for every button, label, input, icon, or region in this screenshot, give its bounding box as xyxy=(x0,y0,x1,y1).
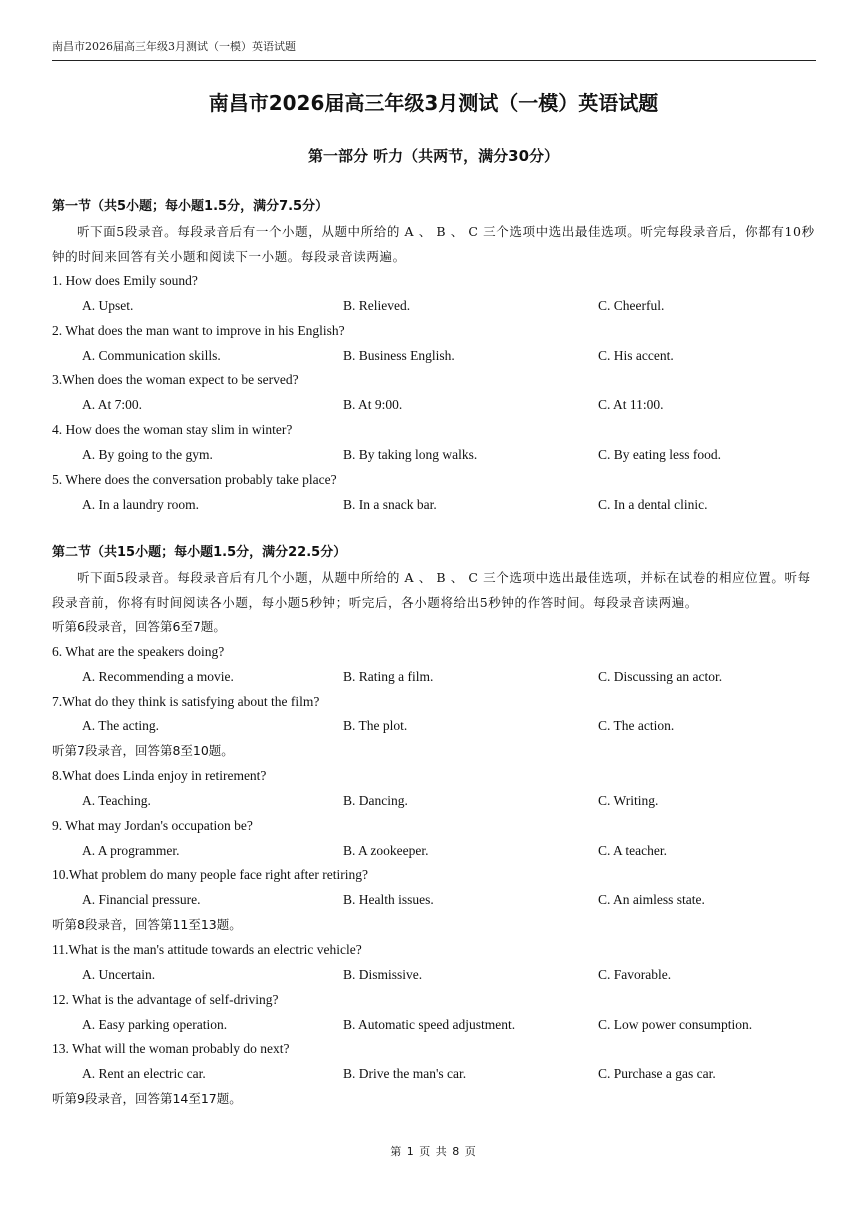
question-text: 10.What problem do many people face right after retiring? xyxy=(52,867,368,883)
question-text: 1. How does Emily sound? xyxy=(52,273,198,288)
option-c: C. In a dental clinic. xyxy=(598,496,708,512)
option-c: C. An aimless state. xyxy=(598,892,705,908)
section-1-instructions: 听下面5段录音。每段录音后有一个小题，从题中所给的 A 、 B 、 C 三个选项中选出最佳选项。听完每段录音后，你都有10秒钟的时间来回答有关小题和阅读下一小题。每段录音读两遍。 xyxy=(52,224,815,264)
option-a: A. A programmer. xyxy=(82,842,180,858)
option-b: B. Health issues. xyxy=(343,892,434,908)
question-text: 9. What may Jordan's occupation be? xyxy=(52,817,253,833)
options-row xyxy=(52,344,818,369)
question-group xyxy=(52,640,818,739)
question-text: 3.When does the woman expect to be served? xyxy=(52,372,299,388)
option-a: A. By going to the gym. xyxy=(82,446,213,462)
option-c: C. Favorable. xyxy=(598,966,672,982)
options-row xyxy=(52,393,818,418)
section-1-questions xyxy=(52,269,818,517)
option-b: B. In a snack bar. xyxy=(343,496,437,512)
section-2-instructions: 听下面5段录音。每段录音后有几个小题，从题中所给的 A 、 B 、 C 三个选项中选出最佳选项，并标在试卷的相应位置。听每段录音前，你将有时间阅读各小题，每小题5秒钟；听完后，各小题将给出5秒钟的作答时间。每段录音读两遍。 xyxy=(52,570,811,610)
question-text: 8.What does Linda enjoy in retirement? xyxy=(52,768,267,784)
option-c: C. The action. xyxy=(598,718,675,734)
option-b: B. Dismissive. xyxy=(343,966,423,982)
option-b: B. Automatic speed adjustment. xyxy=(343,1016,516,1032)
option-a: A. At 7:00. xyxy=(82,397,143,413)
options-row xyxy=(52,1013,818,1038)
option-c: C. At 11:00. xyxy=(598,397,664,413)
part-heading: 第一部分 听力（共两节，满分30分） xyxy=(307,147,560,165)
option-a: A. In a laundry room. xyxy=(82,496,199,512)
options-row xyxy=(52,789,818,814)
option-a: A. Uncertain. xyxy=(82,966,156,982)
option-c: C. Writing. xyxy=(598,792,659,808)
option-b: B. Drive the man's car. xyxy=(343,1066,467,1082)
options-row xyxy=(52,888,818,913)
option-c: C. A teacher. xyxy=(598,842,667,858)
running-header: 南昌市2026届高三年级3月测试（一模）英语试题 xyxy=(52,38,816,61)
question-text: 4. How does the woman stay slim in winter? xyxy=(52,422,293,438)
option-c: C. Low power consumption. xyxy=(598,1016,753,1032)
section-2 xyxy=(52,540,818,1112)
option-c: C. By eating less food. xyxy=(598,446,721,462)
option-a: A. Financial pressure. xyxy=(82,892,201,908)
option-c: C. Discussing an actor. xyxy=(598,668,723,684)
option-b: B. At 9:00. xyxy=(343,397,403,413)
section-2-heading: 第二节（共15小题；每小题1.5分，满分22.5分） xyxy=(52,545,347,560)
option-b: B. By taking long walks. xyxy=(343,446,478,462)
options-row xyxy=(52,714,818,739)
option-b: B. The plot. xyxy=(343,718,408,734)
question-text: 13. What will the woman probably do next? xyxy=(52,1041,290,1057)
option-b: B. Dancing. xyxy=(343,792,408,808)
audio-prompt-6: 听第6段录音，回答第6至7题。 xyxy=(52,619,226,634)
option-b: B. Rating a film. xyxy=(343,668,434,684)
question-text: 12. What is the advantage of self-driving? xyxy=(52,991,279,1007)
options-row xyxy=(52,493,818,518)
option-c: C. His accent. xyxy=(598,347,674,363)
audio-prompt-8: 听第8段录音，回答第11至13题。 xyxy=(52,917,242,933)
option-b: B. A zookeeper. xyxy=(343,842,429,858)
page-footer: 第 1 页 共 8 页 xyxy=(390,1145,477,1158)
options-row xyxy=(52,294,818,319)
option-a: A. Upset. xyxy=(82,297,134,313)
section-1-heading: 第一节（共5小题；每小题1.5分，满分7.5分） xyxy=(52,199,329,214)
question-text: 11.What is the man's attitude towards an electric vehicle? xyxy=(52,941,362,957)
option-a: A. The acting. xyxy=(82,718,159,734)
option-a: A. Communication skills. xyxy=(82,347,221,363)
question-text: 7.What do they think is satisfying about the film? xyxy=(52,693,320,709)
option-b: B. Relieved. xyxy=(343,297,411,313)
option-a: A. Rent an electric car. xyxy=(82,1066,206,1082)
options-row xyxy=(52,443,818,468)
question-group xyxy=(52,764,818,913)
audio-prompt-7: 听第7段录音，回答第8至10题。 xyxy=(52,743,234,759)
page-title: 南昌市2026届高三年级3月测试（一模）英语试题 xyxy=(208,91,659,115)
option-a: A. Recommending a movie. xyxy=(82,668,234,684)
options-row xyxy=(52,1062,818,1087)
options-row xyxy=(52,665,818,690)
question-text: 5. Where does the conversation probably take place? xyxy=(52,471,337,487)
option-a: A. Teaching. xyxy=(82,792,151,808)
option-c: C. Purchase a gas car. xyxy=(598,1066,716,1082)
option-c: C. Cheerful. xyxy=(598,297,665,313)
question-text: 6. What are the speakers doing? xyxy=(52,643,225,659)
options-row xyxy=(52,839,818,864)
option-b: B. Business English. xyxy=(343,347,455,363)
question-text: 2. What does the man want to improve in his English? xyxy=(52,322,345,338)
audio-prompt-9: 听第9段录音，回答第14至17题。 xyxy=(52,1091,242,1107)
question-group xyxy=(52,938,818,1087)
options-row xyxy=(52,963,818,988)
option-a: A. Easy parking operation. xyxy=(82,1016,228,1032)
section-1 xyxy=(52,194,818,517)
